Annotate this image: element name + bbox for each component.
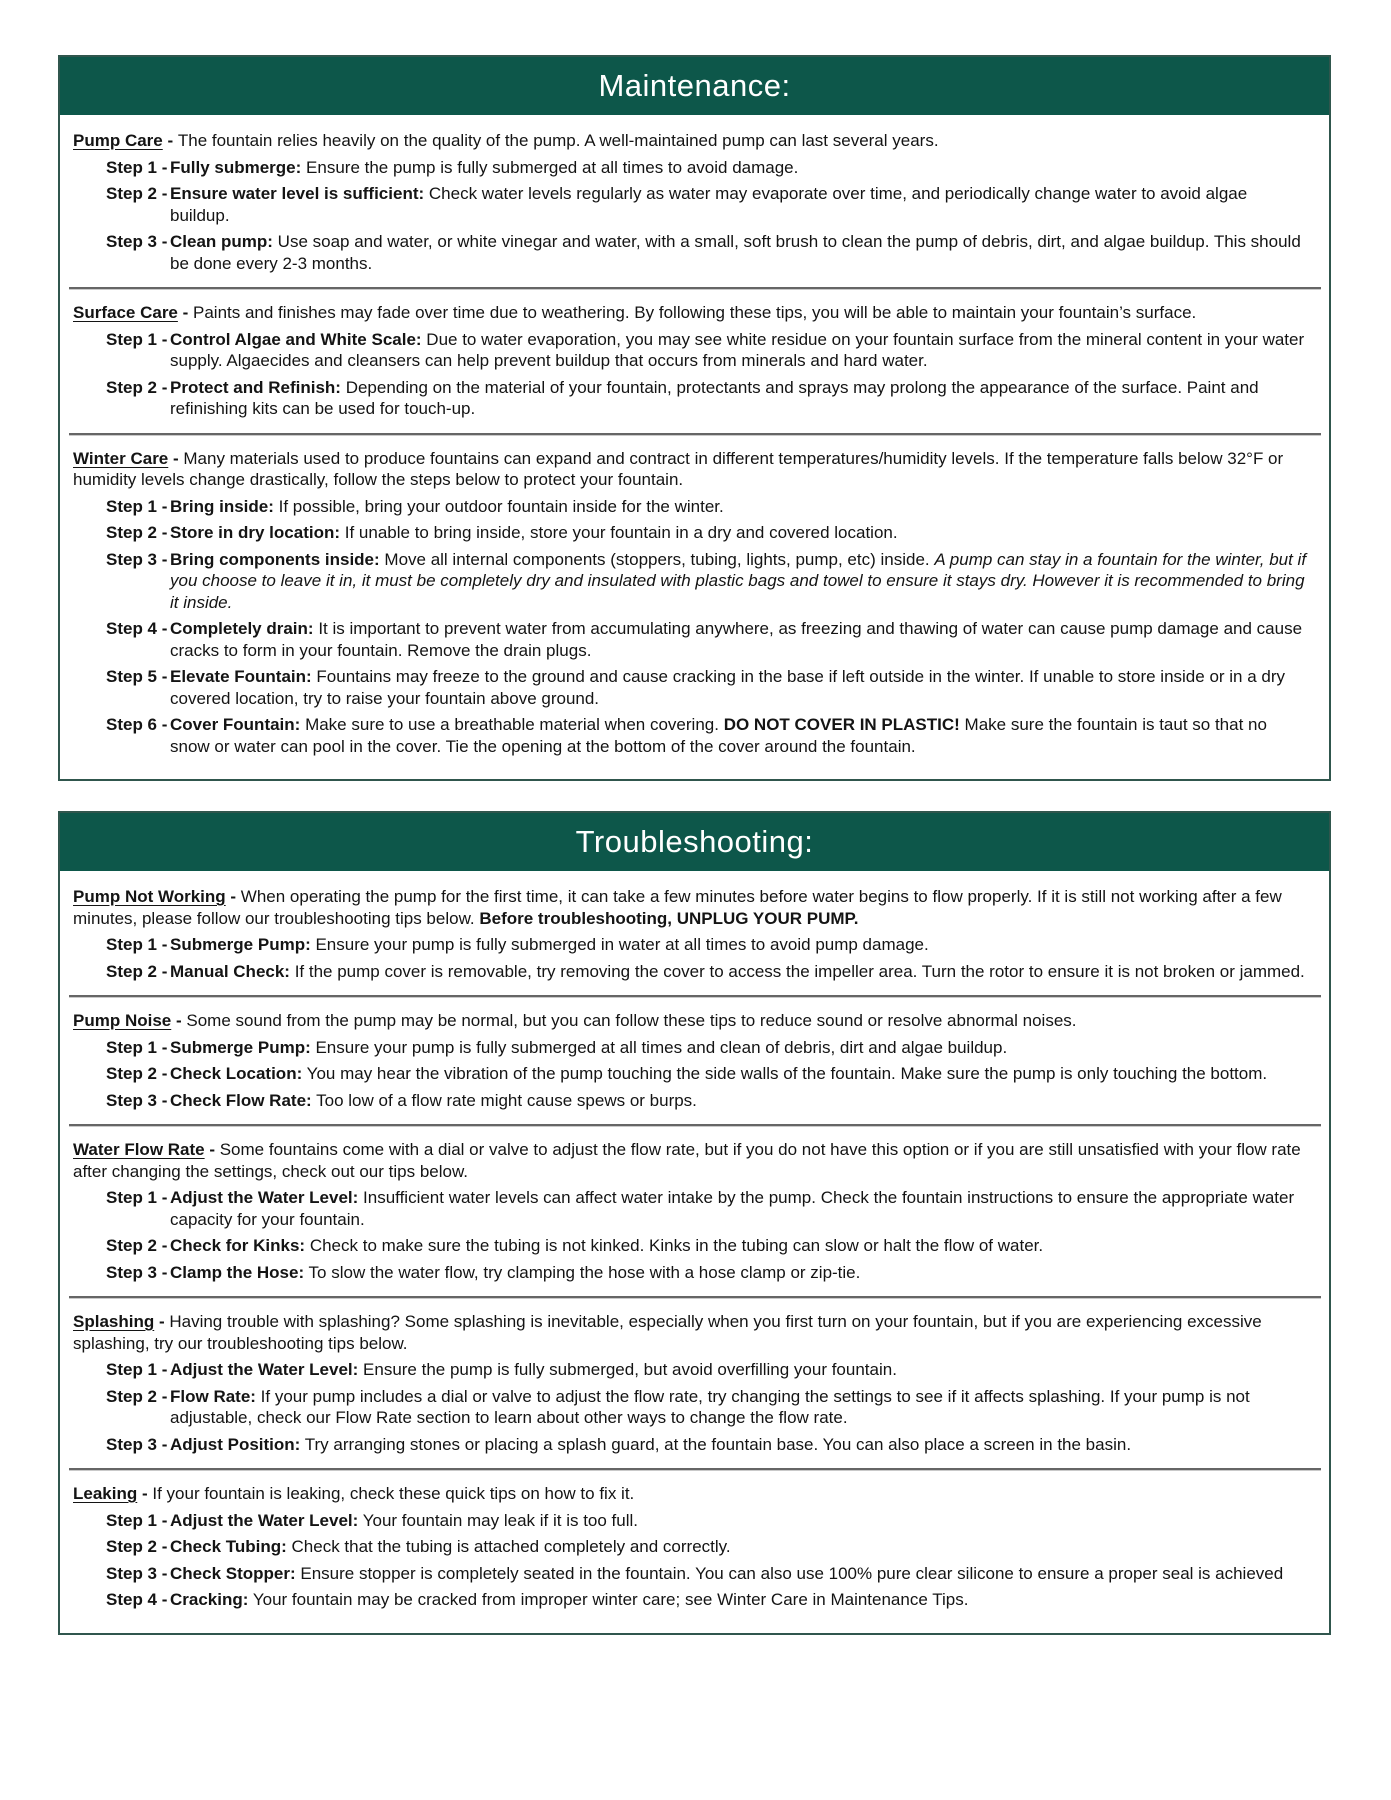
step-label: Step 3 - [106,1090,168,1110]
step-text-segment: Check for Kinks: [170,1236,306,1255]
step-text [170,1589,1309,1611]
step-text-segment: Ensure water level is sufficient: [170,184,425,203]
topic-intro-segment: - [225,887,241,906]
step-text [170,1187,1309,1230]
step-text-segment: Protect and Refinish: [170,377,341,397]
topic-pump-noise [73,1010,1309,1111]
step-text-segment: To slow the water flow, try clamping the hose with a hose clamp or zip-tie. [304,1262,861,1282]
step-label: Step 3 - [106,549,168,569]
topic-splashing [73,1311,1309,1455]
step-label: Step 1 - [106,1037,168,1057]
step-text [170,934,1309,956]
section-body [60,115,1329,779]
step-label: Step 1 - [106,1360,168,1379]
topic-intro-segment: - [177,303,193,322]
topic-intro [73,1139,1309,1182]
step-row [73,934,1309,956]
step-text-segment: Check Stopper: [170,1563,296,1583]
step-text-segment: If possible, bring your outdoor fountain inside for the winter. [273,496,724,516]
step-text-segment: Adjust the Water Level: [170,1510,359,1530]
step-text-segment: Bring inside: [170,496,274,516]
topic-intro [73,886,1309,929]
step-text-segment: Flow Rate: [170,1386,256,1406]
step-text-segment: Too low of a flow rate might cause spews or burps. [311,1090,697,1110]
step-row [73,1589,1309,1611]
step-label: Step 2 - [106,523,168,542]
step-label: Step 2 - [106,961,168,981]
topic-heading: Pump Noise [73,1011,172,1030]
section-header-bar [60,57,1329,115]
step-text [170,1037,1309,1059]
topic-intro-segment: Many materials used to produce fountains can expand and contract in different temperatures/humidity levels. If the temperature falls below 32°F or humidity levels change drastically, follow the steps below to protect your fountain. [73,448,1284,489]
topic-intro [73,302,1309,324]
step-row [73,714,1309,757]
step-label: Step 2 - [106,1064,168,1083]
step-row [73,1063,1309,1085]
step-text-segment: Check Location: [170,1064,303,1083]
step-label: Step 3 - [106,1434,168,1454]
step-label: Step 1 - [106,935,168,954]
step-text [170,329,1309,372]
step-text [170,1563,1309,1585]
topic-heading: Winter Care [73,448,169,468]
step-row [73,1262,1309,1284]
step-text-segment: Clamp the Hose: [170,1262,305,1282]
step-text [170,1536,1309,1558]
step-text [170,1262,1309,1284]
step-label: Step 4 - [106,619,168,638]
topic-leaking [73,1483,1309,1611]
step-row [73,1235,1309,1257]
step-text-segment: If the pump cover is removable, try removing the cover to access the impeller area. Turn the rotor to ensure it is not broken or jammed. [289,961,1305,981]
topic-divider [69,1124,1321,1127]
topic-intro-segment: Some sound from the pump may be normal, but you can follow these tips to reduce sound or resolve abnormal noises. [186,1011,1077,1030]
step-text-segment: If unable to bring inside, store your fountain in a dry and covered location. [340,523,898,542]
step-label: Step 1 - [106,157,168,177]
step-text-segment: Your fountain may leak if it is too full. [358,1510,639,1530]
step-text-segment: Ensure your pump is fully submerged at all times and clean of debris, dirt and algae buildup. [310,1037,1008,1057]
step-row [73,1563,1309,1585]
step-row [73,183,1309,226]
step-text-segment: Check Tubing: [170,1537,287,1556]
step-label: Step 2 - [106,1236,168,1255]
step-text-segment: Check water levels regularly as water may evaporate over time, and periodically change water to avoid algae buildup. [170,184,1248,225]
step-text-segment: Manual Check: [170,961,290,981]
step-text-segment: Insufficient water levels can affect water intake by the pump. Check the fountain instructions to ensure the appropriate water capacity for your fountain. [170,1188,1295,1229]
step-label: Step 2 - [106,1386,168,1406]
step-text [170,618,1309,661]
section-title: Maintenance: [598,68,791,103]
step-row [73,157,1309,179]
topic-pump-care [73,130,1309,274]
step-label: Step 1 - [106,1510,168,1530]
step-text [170,1235,1309,1257]
topic-divider [69,1296,1321,1299]
step-row [73,1037,1309,1059]
step-label: Step 2 - [106,1537,168,1556]
step-text-segment: Use soap and water, or white vinegar and water, with a small, soft brush to clean the pump of debris, dirt, and algae buildup. This should be done every 2-3 months. [170,232,1301,273]
step-text [170,157,1309,179]
topic-water-flow-rate [73,1139,1309,1283]
step-row [73,522,1309,544]
topic-intro-segment: Some fountains come with a dial or valve to adjust the flow rate, but if you do not have this option or if you are still unsatisfied with your flow rate after changing the settings, check out our tips below. [73,1140,1301,1181]
step-text [170,231,1309,274]
step-label: Step 2 - [106,184,168,203]
topic-intro-segment: - [168,448,184,468]
step-label: Step 3 - [106,232,168,251]
step-text [170,1510,1309,1532]
topic-heading: Leaking [73,1484,138,1503]
step-text [170,714,1309,757]
step-label: Step 6 - [106,715,168,734]
step-label: Step 4 - [106,1590,168,1609]
step-text-segment: It is important to prevent water from accumulating anywhere, as freezing and thawing of water can cause pump damage and cause cracks to form in your fountain. Remove the drain plugs. [170,619,1303,660]
topic-heading: Splashing [73,1312,155,1331]
topic-intro [73,448,1309,491]
topic-intro-segment: - [137,1484,153,1503]
topic-intro [73,1311,1309,1354]
step-text-segment: Fully submerge: [170,157,302,177]
step-row [73,618,1309,661]
step-text-segment: Ensure stopper is completely seated in the fountain. You can also use 100% pure clear silicone to ensure a proper seal is achieved [295,1563,1284,1583]
section-header-bar [60,813,1329,871]
topic-intro-segment: - [204,1140,220,1159]
topic-divider [69,995,1321,998]
step-text-segment: Try arranging stones or placing a splash guard, at the fountain base. You can also place a screen in the basin. [300,1434,1132,1454]
step-text-segment: Adjust Position: [170,1434,301,1454]
step-text [170,522,1309,544]
step-row [73,1359,1309,1381]
step-text-segment: Due to water evaporation, you may see white residue on your fountain surface from the mineral content in your water supply. Algaecides and cleansers can help prevent buildup that occurs from minerals and hard water. [170,329,1305,370]
step-text-segment: Cracking: [170,1590,249,1609]
topic-intro-segment: Before troubleshooting, UNPLUG YOUR PUMP. [479,908,859,928]
topic-intro-segment: Having trouble with splashing? Some splashing is inevitable, especially when you first turn on your fountain, but if you are experiencing excessive splashing, try our troubleshooting tips below. [73,1312,1262,1353]
step-row [73,1386,1309,1429]
step-text-segment: Ensure the pump is fully submerged, but avoid overfilling your fountain. [358,1360,897,1379]
step-text-segment: A pump can stay in a fountain for the winter, but if you choose to leave it in, it must be completely dry and insulated with plastic bags and towel to ensure it stays dry. However it is recommended to bring it inside. [170,549,1307,612]
step-label: Step 1 - [106,1188,168,1207]
topic-intro-segment: If your fountain is leaking, check these quick tips on how to fix it. [152,1484,635,1503]
step-text [170,666,1309,709]
step-text-segment: Clean pump: [170,232,273,251]
step-text-segment: Ensure your pump is fully submerged in water at all times to avoid pump damage. [310,935,929,954]
step-row [73,961,1309,983]
topic-intro-segment: - [162,131,178,150]
topic-divider [69,287,1321,290]
step-label: Step 2 - [106,377,168,397]
topic-heading: Water Flow Rate [73,1140,205,1159]
step-row [73,666,1309,709]
step-label: Step 3 - [106,1262,168,1282]
step-text-segment: Submerge Pump: [170,1037,311,1057]
topic-surface-care [73,302,1309,420]
step-text [170,1090,1309,1112]
step-row [73,549,1309,614]
step-text-segment: Check to make sure the tubing is not kinked. Kinks in the tubing can slow or halt the flow of water. [305,1236,1044,1255]
step-row [73,231,1309,274]
step-row [73,496,1309,518]
topic-intro [73,1483,1309,1505]
topic-heading: Surface Care [73,303,178,322]
step-text [170,961,1309,983]
step-row [73,1090,1309,1112]
topic-intro-segment: Paints and finishes may fade over time due to weathering. By following these tips, you will be able to maintain your fountain’s surface. [193,303,1197,322]
topic-intro-segment: - [171,1011,187,1030]
step-text-segment: Completely drain: [170,619,314,638]
topic-pump-not-working [73,886,1309,982]
step-text-segment: Adjust the Water Level: [170,1360,359,1379]
section-box-maintenance [58,55,1331,781]
step-row [73,377,1309,420]
topic-divider [69,1468,1321,1471]
step-text-segment: Store in dry location: [170,523,341,542]
step-text [170,1063,1309,1085]
step-text [170,377,1309,420]
step-row [73,329,1309,372]
section-body [60,871,1329,1633]
step-text [170,183,1309,226]
step-text-segment: You may hear the vibration of the pump touching the side walls of the fountain. Make sure the pump is only touching the bottom. [302,1064,1268,1083]
topic-intro-segment: When operating the pump for the first time, it can take a few minutes before water begins to flow properly. If it is still not working after a few minutes, please follow our troubleshooting tips below. [73,887,1282,928]
topic-intro [73,1010,1309,1032]
step-text-segment: Make sure the fountain is taut so that no snow or water can pool in the cover. Tie the opening at the bottom of the cover around the fountain. [170,715,1267,756]
step-text-segment: Check Flow Rate: [170,1090,312,1110]
step-text [170,1359,1309,1381]
step-text-segment: Control Algae and White Scale: [170,329,422,349]
step-label: Step 1 - [106,329,168,349]
step-label: Step 3 - [106,1563,168,1583]
step-text-segment: Cover Fountain: [170,715,301,734]
step-text-segment: Elevate Fountain: [170,667,312,686]
step-row [73,1510,1309,1532]
step-text-segment: Submerge Pump: [170,935,311,954]
section-title: Troubleshooting: [575,824,814,859]
step-label: Step 5 - [106,667,168,686]
topic-intro-segment: - [154,1312,170,1331]
topic-heading: Pump Care [73,131,163,150]
step-text [170,1434,1309,1456]
step-text-segment: DO NOT COVER IN PLASTIC! [723,715,960,734]
topic-winter-care [73,448,1309,758]
topic-heading: Pump Not Working [73,887,226,906]
step-label: Step 1 - [106,496,168,516]
step-text [170,549,1309,614]
step-text [170,1386,1309,1429]
step-text-segment: If your pump includes a dial or valve to adjust the flow rate, try changing the settings to see if it affects splashing. If your pump is not adjustable, check our Flow Rate section to learn about other ways to change the flow rate. [170,1386,1250,1427]
topic-intro [73,130,1309,152]
step-text-segment: Fountains may freeze to the ground and cause cracking in the base if left outside in the winter. If unable to store inside or in a dry covered location, try to raise your fountain above ground. [170,667,1286,708]
section-box-troubleshooting [58,811,1331,1635]
step-text-segment: Check that the tubing is attached completely and correctly. [286,1537,731,1556]
topic-divider [69,433,1321,436]
step-text-segment: Ensure the pump is fully submerged at all times to avoid damage. [301,157,799,177]
step-text-segment: Your fountain may be cracked from improper winter care; see Winter Care in Maintenance Tips. [248,1590,969,1609]
step-row [73,1434,1309,1456]
step-row [73,1187,1309,1230]
step-text-segment: Depending on the material of your fountain, protectants and sprays may prolong the appearance of the surface. Paint and refinishing kits can be used for touch-up. [170,377,1259,418]
step-row [73,1536,1309,1558]
step-text [170,496,1309,518]
step-text-segment: Make sure to use a breathable material when covering. [300,715,724,734]
step-text-segment: Move all internal components (stoppers, tubing, lights, pump, etc) inside. [379,549,935,569]
step-text-segment: Adjust the Water Level: [170,1188,359,1207]
topic-intro-segment: The fountain relies heavily on the quality of the pump. A well-maintained pump can last several years. [177,131,939,150]
step-text-segment: Bring components inside: [170,549,380,569]
